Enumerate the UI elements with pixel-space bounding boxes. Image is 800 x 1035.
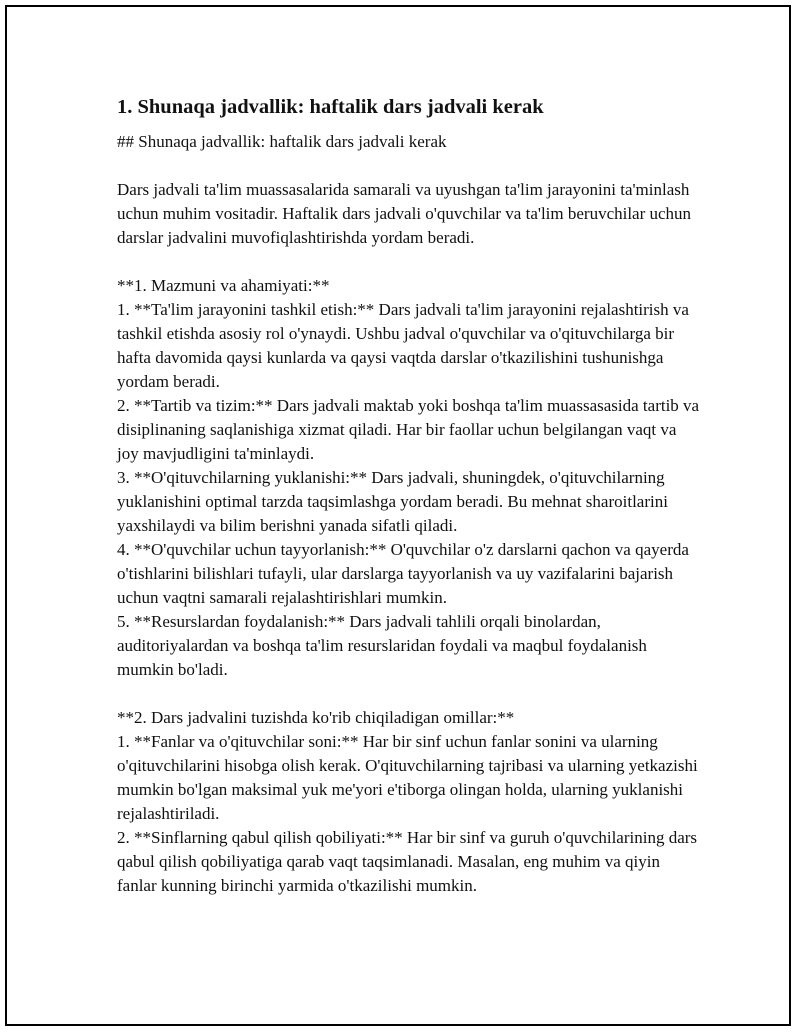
list-item: 1. **Fanlar va o'qituvchilar soni:** Har bir sinf uchun fanlar sonini va ularning o'qituvchilarini hisobga olish kerak. O'qituvchilarning tajribasi va ularning yetkazishi mumkin bo'lgan maksimal yuk me'yori e'tiborga olingan holda, ularning yuklanishi rejalashtiriladi. xyxy=(117,732,698,823)
section-factors xyxy=(117,706,702,898)
document-body xyxy=(117,92,702,922)
section-importance xyxy=(117,274,702,682)
list-item: 3. **O'qituvchilarning yuklanishi:** Dars jadvali, shuningdek, o'qituvchilarning yuklanishini optimal tarzda taqsimlashga yordam beradi. Bu mehnat sharoitlarini yaxshilaydi va bilim berishni yanada sifatli qiladi. xyxy=(117,468,668,535)
intro-paragraph: Dars jadvali ta'lim muassasalarida samarali va uyushgan ta'lim jarayonini ta'minlash uchun muhim vositadir. Haftalik dars jadvali o'quvchilar va ta'lim beruvchilar uchun darslar jadvalini muvofiqlashtirishda yordam beradi. xyxy=(117,180,692,247)
document-subheading: ## Shunaqa jadvallik: haftalik dars jadvali kerak xyxy=(117,132,447,151)
section-heading: **2. Dars jadvalini tuzishda ko'rib chiqiladigan omillar:** xyxy=(117,708,515,727)
section-heading: **1. Mazmuni va ahamiyati:** xyxy=(117,276,330,295)
list-item: 2. **Sinflarning qabul qilish qobiliyati:** Har bir sinf va guruh o'quvchilarining dars qabul qilish qobiliyatiga qarab vaqt taqsimlanadi. Masalan, eng muhim va qiyin fanlar kunning birinchi yarmida o'tkazilishi mumkin. xyxy=(117,828,698,895)
list-item: 2. **Tartib va tizim:** Dars jadvali maktab yoki boshqa ta'lim muassasasida tartib va disiplinaning saqlanishiga xizmat qiladi. Har bir faollar uchun belgilangan vaqt va joy mavjudligini ta'minlaydi. xyxy=(117,396,700,463)
list-item: 1. **Ta'lim jarayonini tashkil etish:** Dars jadvali ta'lim jarayonini rejalashtirish va tashkil etishda asosiy rol o'ynaydi. Ushbu jadval o'quvchilar va o'qituvchilarga bir hafta davomida qaysi kunlarda va qaysi vaqtda darslar o'tkazilishini tushunishga yordam beradi. xyxy=(117,300,689,391)
list-item: 4. **O'quvchilar uchun tayyorlanish:** O'quvchilar o'z darslarni qachon va qayerda o'tishlarini bilishlari tufayli, ular darslarga tayyorlanish va uy vazifalarini bajarish uchun vaqtni samarali rejalashtirishlari mumkin. xyxy=(117,540,689,607)
list-item: 5. **Resurslardan foydalanish:** Dars jadvali tahlili orqali binolardan, auditoriyalardan va boshqa ta'lim resurslaridan foydali va maqbul foydalanish mumkin bo'ladi. xyxy=(117,612,647,679)
document-title: 1. Shunaqa jadvallik: haftalik dars jadvali kerak xyxy=(117,96,544,118)
